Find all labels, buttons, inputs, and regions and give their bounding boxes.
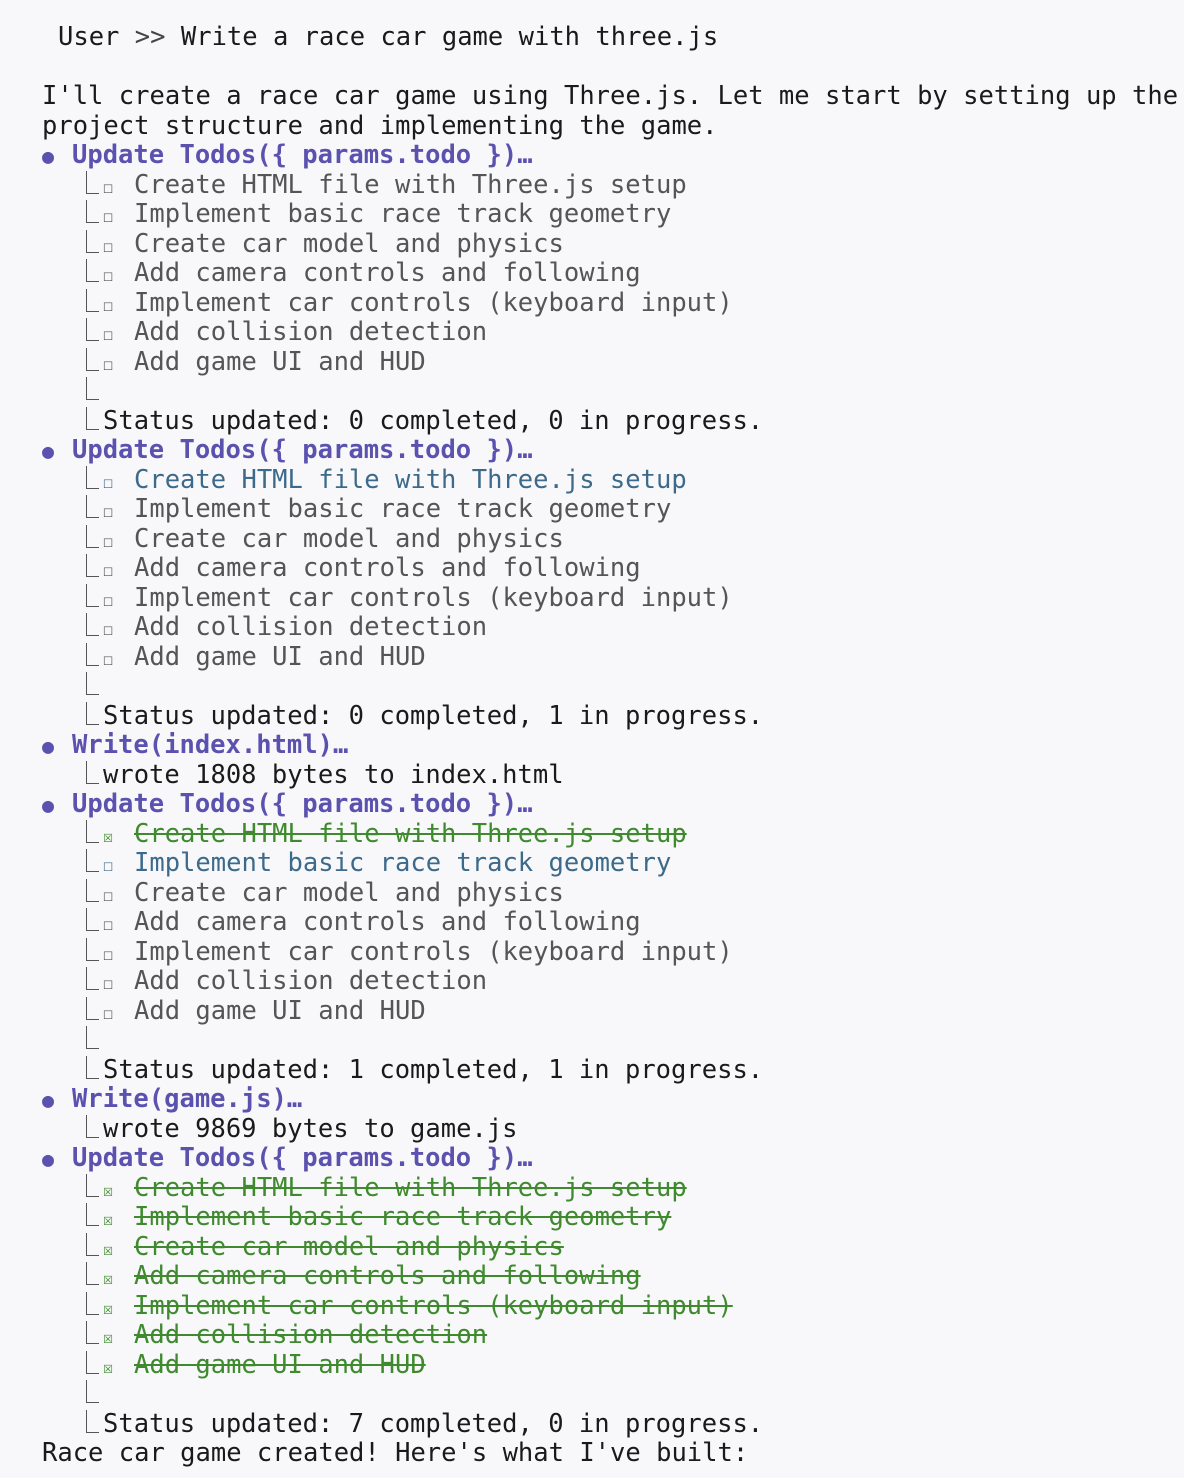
todo-item-label <box>103 258 641 288</box>
tree-branch-connector <box>86 230 99 253</box>
checkbox-empty-icon: ☐ <box>103 266 114 286</box>
tree-branch-connector <box>86 1056 99 1079</box>
todo-text: Create car model and physics <box>134 1231 564 1262</box>
update-todos-heading <box>0 436 1184 466</box>
tool-heading-text: Update Todos({ params.todo })… <box>72 1143 533 1173</box>
todo-text: Implement basic race track geometry <box>134 199 672 229</box>
tree-branch-connector <box>86 1115 99 1138</box>
todo-item-label <box>103 848 671 878</box>
todo-item <box>0 348 1184 378</box>
tree-branch-connector <box>86 466 99 489</box>
user-prompt-line <box>0 23 1184 53</box>
todo-item-label <box>103 1261 641 1291</box>
checkbox-empty-icon: ☐ <box>103 915 114 935</box>
todo-text: Implement car controls (keyboard input) <box>134 936 733 967</box>
todo-text: Add camera controls and following <box>134 553 641 583</box>
checkbox-checked-icon: ☒ <box>103 1269 114 1289</box>
write-result-text: wrote 9869 bytes to game.js <box>103 1113 518 1144</box>
tree-branch-connector <box>86 171 99 194</box>
todo-item <box>0 318 1184 348</box>
tree-branch-connector <box>86 289 99 312</box>
update-todos-heading <box>0 1144 1184 1174</box>
todo-item-label <box>103 996 426 1026</box>
tree-branch-connector <box>86 1410 99 1433</box>
todo-item-label <box>103 966 487 996</box>
write-result-line <box>0 1115 1184 1145</box>
checkbox-empty-icon: ☐ <box>103 236 114 257</box>
tool-heading-text: Update Todos({ params.todo })… <box>72 435 533 465</box>
todo-item-label <box>103 1320 487 1350</box>
checkbox-empty-icon: ☐ <box>103 325 114 345</box>
tool-heading-text: Write(game.js)… <box>72 1084 303 1114</box>
todo-item <box>0 879 1184 909</box>
todo-text: Add collision detection <box>134 317 488 347</box>
todo-text: Add camera controls and following <box>134 907 641 937</box>
tree-branch-connector <box>86 200 99 223</box>
tree-branch-connector <box>86 820 99 843</box>
todo-item <box>0 554 1184 584</box>
tree-branch-connector <box>86 1233 99 1256</box>
todo-item-label <box>103 494 671 524</box>
todo-text: Add game UI and HUD <box>134 995 426 1026</box>
todo-item <box>0 466 1184 496</box>
todo-item-label <box>103 1291 733 1321</box>
todo-item-label <box>103 1202 671 1232</box>
tree-branch-connector <box>86 908 99 931</box>
bullet-icon: ● <box>42 1088 55 1112</box>
tree-branch-connector <box>86 761 99 784</box>
tree-branch-connector <box>86 1203 99 1226</box>
tree-empty-branch <box>0 377 1184 407</box>
checkbox-empty-icon: ☐ <box>103 295 114 316</box>
checkbox-empty-icon: ☐ <box>103 974 114 994</box>
tree-branch-connector <box>86 525 99 548</box>
closing-line: Race car game created! Here's what I've built: <box>42 1438 749 1468</box>
todo-text: Create HTML file with Three.js setup <box>134 1172 687 1203</box>
checkbox-checked-icon: ☒ <box>103 1328 114 1348</box>
todo-text: Add game UI and HUD <box>134 1349 426 1380</box>
todo-item-label <box>103 553 641 583</box>
todo-item-label <box>103 347 426 377</box>
todo-item <box>0 230 1184 260</box>
tree-branch-connector <box>86 1262 99 1285</box>
tree-empty-branch <box>0 1380 1184 1410</box>
update-todos-heading <box>0 790 1184 820</box>
todo-item <box>0 997 1184 1027</box>
tool-heading-text: Update Todos({ params.todo })… <box>72 789 533 819</box>
tree-branch-connector <box>86 967 99 990</box>
todo-text: Add game UI and HUD <box>134 346 426 377</box>
tree-branch-connector <box>86 318 99 341</box>
tree-empty-branch <box>0 672 1184 702</box>
status-text: Status updated: 0 completed, 0 in progress. <box>103 405 764 436</box>
todo-text: Add camera controls and following <box>134 258 641 288</box>
todo-item <box>0 849 1184 879</box>
tool-heading-text: Update Todos({ params.todo })… <box>72 140 533 170</box>
checkbox-checked-icon: ☒ <box>103 1239 114 1260</box>
todo-item-label <box>103 612 487 642</box>
status-line <box>0 1056 1184 1086</box>
todo-item <box>0 1233 1184 1263</box>
todo-text: Implement car controls (keyboard input) <box>134 1290 733 1321</box>
write-result-text: wrote 1808 bytes to index.html <box>103 759 564 790</box>
todo-item <box>0 525 1184 555</box>
checkbox-empty-icon: ☐ <box>103 944 114 965</box>
tree-branch-connector <box>86 938 99 961</box>
tree-branch-connector <box>86 554 99 577</box>
checkbox-empty-icon: ☐ <box>103 472 114 493</box>
checkbox-checked-icon: ☒ <box>103 1298 114 1319</box>
status-text: Status updated: 1 completed, 1 in progress. <box>103 1054 764 1085</box>
todo-item <box>0 289 1184 319</box>
transcript-steps <box>0 141 1184 1439</box>
tree-branch-connector <box>86 1321 99 1344</box>
tree-branch-connector <box>86 879 99 902</box>
status-text: Status updated: 0 completed, 1 in progress. <box>103 700 764 731</box>
tree-branch-connector <box>86 1292 99 1315</box>
checkbox-empty-icon: ☐ <box>103 561 114 581</box>
tree-branch-connector <box>86 1351 99 1374</box>
todo-text: Add collision detection <box>134 1320 488 1350</box>
todo-item-label <box>103 937 733 967</box>
todo-item-label <box>103 819 687 849</box>
assistant-intro-line: project structure and implementing the game. <box>42 110 718 141</box>
todo-item <box>0 938 1184 968</box>
todo-text: Implement car controls (keyboard input) <box>134 287 733 318</box>
todo-item <box>0 820 1184 850</box>
todo-item-label <box>103 199 671 229</box>
tree-branch-connector <box>86 643 99 666</box>
status-line <box>0 407 1184 437</box>
tree-branch-connector <box>86 259 99 282</box>
checkbox-empty-icon: ☐ <box>103 590 114 611</box>
write-tool-heading <box>0 731 1184 761</box>
todo-item <box>0 495 1184 525</box>
todo-item-label <box>103 170 687 200</box>
prompt-user-label: User <box>58 22 120 52</box>
todo-item <box>0 1203 1184 1233</box>
checkbox-checked-icon: ☒ <box>103 1357 114 1378</box>
checkbox-checked-icon: ☒ <box>103 826 114 847</box>
todo-text: Create HTML file with Three.js setup <box>134 464 687 495</box>
todo-item <box>0 1351 1184 1381</box>
tree-branch-connector <box>86 997 99 1020</box>
status-line <box>0 1410 1184 1440</box>
tree-branch-connector <box>86 672 99 695</box>
bullet-icon: ● <box>42 439 55 463</box>
bullet-icon: ● <box>42 1147 55 1171</box>
checkbox-empty-icon: ☐ <box>103 207 114 227</box>
todo-text: Implement basic race track geometry <box>134 1202 672 1232</box>
write-result-line <box>0 761 1184 791</box>
todo-text: Create car model and physics <box>134 523 564 554</box>
tree-branch-connector <box>86 348 99 371</box>
tree-branch-connector <box>86 407 99 430</box>
todo-item-label <box>103 524 564 554</box>
checkbox-empty-icon: ☐ <box>103 502 114 522</box>
status-text: Status updated: 7 completed, 0 in progress. <box>103 1408 764 1439</box>
checkbox-empty-icon: ☐ <box>103 620 114 640</box>
todo-item-label <box>103 317 487 347</box>
todo-item <box>0 967 1184 997</box>
bullet-icon: ● <box>42 144 55 168</box>
checkbox-empty-icon: ☐ <box>103 177 114 198</box>
tree-branch-connector <box>86 702 99 725</box>
todo-item-label <box>103 642 426 672</box>
tree-branch-connector <box>86 1026 99 1049</box>
todo-item <box>0 1321 1184 1351</box>
checkbox-empty-icon: ☐ <box>103 885 114 906</box>
todo-item-label <box>103 1173 687 1203</box>
tree-branch-connector <box>86 613 99 636</box>
todo-item <box>0 584 1184 614</box>
assistant-intro-line: I'll create a race car game using Three.js. Let me start by setting up the <box>42 81 1179 111</box>
todo-text: Create HTML file with Three.js setup <box>134 169 687 200</box>
tree-branch-connector <box>86 377 99 400</box>
bullet-icon: ● <box>42 734 55 758</box>
todo-text: Implement basic race track geometry <box>134 494 672 524</box>
tree-branch-connector <box>86 1380 99 1403</box>
checkbox-empty-icon: ☐ <box>103 531 114 552</box>
todo-item-label <box>103 907 641 937</box>
todo-item-label <box>103 465 687 495</box>
todo-item-label <box>103 1350 426 1380</box>
tree-branch-connector <box>86 1174 99 1197</box>
checkbox-empty-icon: ☐ <box>103 1003 114 1024</box>
checkbox-checked-icon: ☒ <box>103 1210 114 1230</box>
checkbox-empty-icon: ☐ <box>103 856 114 876</box>
todo-item-label <box>103 1232 564 1262</box>
todo-item-label <box>103 288 733 318</box>
write-tool-heading <box>0 1085 1184 1115</box>
spacer <box>0 53 1184 83</box>
todo-item <box>0 643 1184 673</box>
checkbox-empty-icon: ☐ <box>103 649 114 670</box>
tree-branch-connector <box>86 584 99 607</box>
user-message: Write a race car game with three.js <box>180 22 719 52</box>
todo-item <box>0 613 1184 643</box>
todo-item <box>0 171 1184 201</box>
checkbox-empty-icon: ☐ <box>103 354 114 375</box>
tree-empty-branch <box>0 1026 1184 1056</box>
todo-item <box>0 908 1184 938</box>
tool-heading-text: Write(index.html)… <box>72 730 349 760</box>
todo-item <box>0 1292 1184 1322</box>
tree-branch-connector <box>86 495 99 518</box>
todo-text: Implement basic race track geometry <box>134 848 672 878</box>
todo-text: Add collision detection <box>134 612 488 642</box>
todo-item <box>0 259 1184 289</box>
todo-item <box>0 200 1184 230</box>
bullet-icon: ● <box>42 793 55 817</box>
todo-item-label <box>103 583 733 613</box>
todo-text: Create HTML file with Three.js setup <box>134 818 687 849</box>
status-line <box>0 702 1184 732</box>
todo-item-label <box>103 229 564 259</box>
todo-text: Add game UI and HUD <box>134 641 426 672</box>
update-todos-heading <box>0 141 1184 171</box>
checkbox-checked-icon: ☒ <box>103 1180 114 1201</box>
todo-text: Implement car controls (keyboard input) <box>134 582 733 613</box>
prompt-arrow: >> <box>134 22 166 52</box>
tree-branch-connector <box>86 849 99 872</box>
todo-text: Create car model and physics <box>134 228 564 259</box>
todo-text: Add collision detection <box>134 966 488 996</box>
todo-text: Add camera controls and following <box>134 1261 641 1291</box>
todo-item <box>0 1262 1184 1292</box>
todo-item <box>0 1174 1184 1204</box>
todo-item-label <box>103 878 564 908</box>
todo-text: Create car model and physics <box>134 877 564 908</box>
